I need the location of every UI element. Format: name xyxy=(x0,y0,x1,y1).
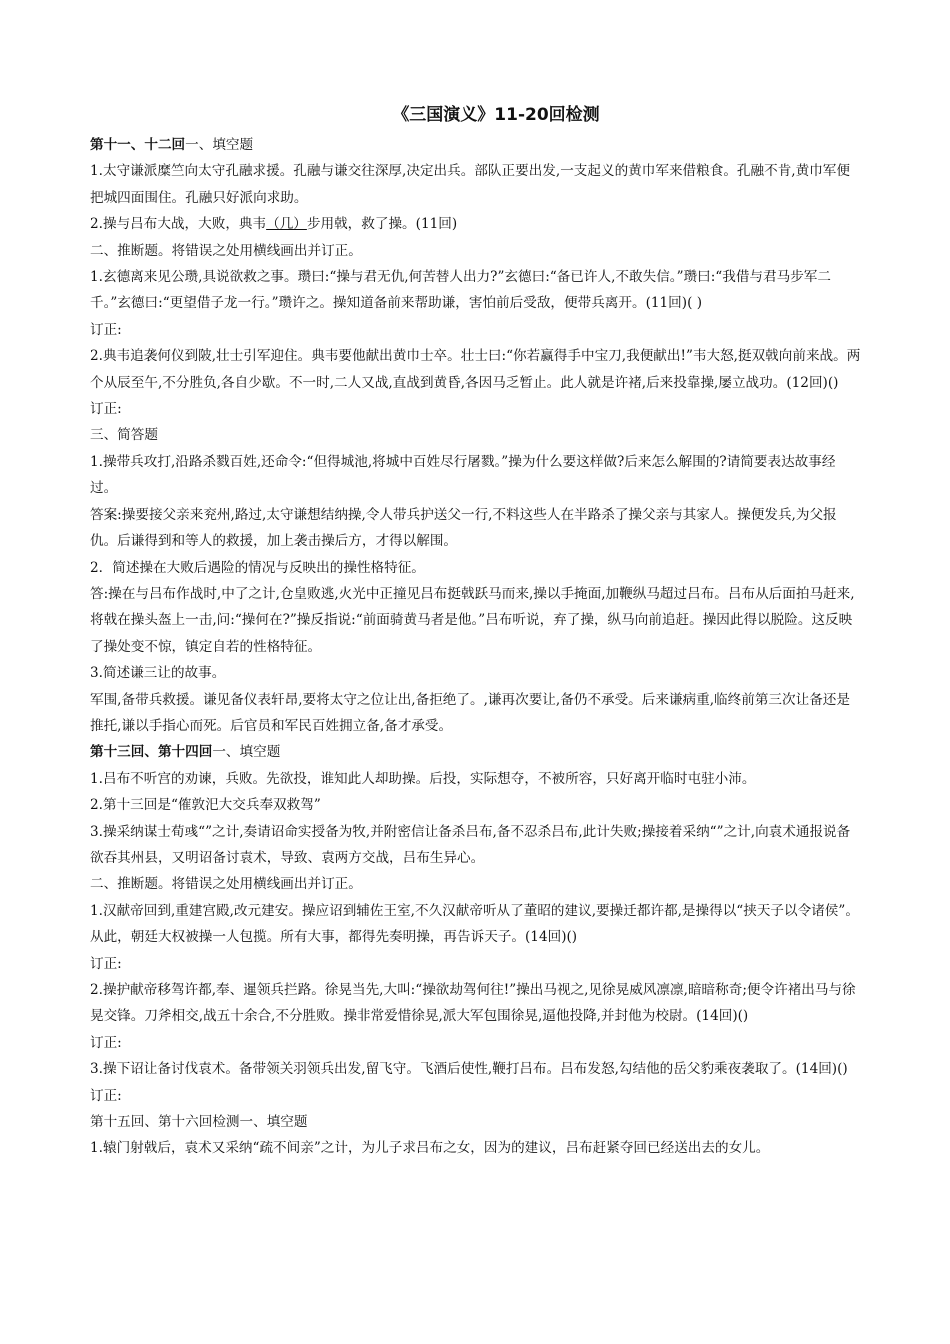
section-heading: 第十五回、第十六回检测一、填空题 xyxy=(90,1114,308,1131)
question-part: 步用戟，救了操。(11回) xyxy=(306,216,458,233)
answer-text: 军围,备带兵救援。谦见备仪表轩昂,要将太守之位让出,备拒绝了。,谦再次要让,备仍不承受。后来谦病重,临终前第三次让备还是推托,谦以手指心而死。后官员和军民百姓拥立备,备才承受。 xyxy=(90,691,850,734)
question-text: 2.第十三回是“傕敦汜大交兵奉双救驾” xyxy=(90,797,321,814)
question-part: 2.操与吕布大战，大败，典韦 xyxy=(90,216,267,233)
question-type-label: 一、填空题 xyxy=(185,137,254,153)
question-text: 2.典韦追袭何仪到陂,壮士引军迎住。典韦要他献出黄巾士卒。壮士曰:“你若赢得手中宝刀,我便献出!”韦大怒,挺双戟向前来战。两个从辰至午,不分胜负,各自少歇。不一时,二人又战,直战到黄昏,各因马乏暂止。此人就是许褚,后来投靠操,屡立战功。(12回)() xyxy=(90,348,861,391)
section-heading xyxy=(90,132,862,158)
question-type-heading: 二、推断题。将错误之处用横线画出并订正。 xyxy=(90,242,362,259)
question-text: 1.太守谦派糜竺向太守孔融求援。孔融与谦交往深厚,决定出兵。部队正要出发,一支起义的黄巾军来借粮食。孔融不肯,黄巾军便把城四面围住。孔融只好派向求助。 xyxy=(90,163,850,206)
question-text: 3.简述谦三让的故事。 xyxy=(90,665,226,682)
correction-label: 订正: xyxy=(90,1034,122,1051)
document-page xyxy=(90,100,862,1162)
question-text: 1.玄德离来见公瓒,具说欲救之事。瓒曰:“操与君无仇,何苦替人出力?”玄德曰:“备已许人,不敢失信。”瓒曰:“我借与君马步军二千。”玄德曰:“更望借子龙一行。”瓒许之。操知道备前来帮助谦，害怕前后受敌，便带兵离开。(11回)( ) xyxy=(90,269,831,312)
question-text: 1.辕门射戟后，袁术又采纳“疏不间亲”之计，为儿子求吕布之女，因为的建议，吕布赶紧夺回已经送出去的女儿。 xyxy=(90,1140,770,1157)
question-type-label: 一、填空题 xyxy=(212,744,281,761)
question-text: 3.操下诏让备讨伐袁术。备带领关羽领兵出发,留飞守。飞酒后使性,鞭打吕布。吕布发怒,勾结他的岳父豹乘夜袭取了。(14回)() xyxy=(90,1061,848,1078)
question-text: 1.吕布不听宫的劝谏，兵败。先欲投，谁知此人却助操。后投，实际想夺，不被所容，只好离开临时屯驻小沛。 xyxy=(90,770,756,787)
document-title: 《三国演义》11-20回检测 xyxy=(392,105,600,125)
answer-text: 答案:操要接父亲来兖州,路过,太守谦想结纳操,令人带兵护送父一行,不料这些人在半路杀了操父亲与其家人。操便发兵,为父报仇。后谦得到和等人的救援，加上袭击操后方，才得以解围。 xyxy=(90,506,837,550)
underlined-blank: （几） xyxy=(266,216,307,233)
correction-label: 订正: xyxy=(90,955,122,972)
question-text: 2．简述操在大败后遇险的情况与反映出的操性格特征。 xyxy=(90,559,425,576)
section-heading xyxy=(90,739,862,765)
chapter-label: 第十三回、第十四回 xyxy=(90,744,213,761)
correction-label: 订正: xyxy=(90,401,122,418)
question-text: 1.操带兵攻打,沿路杀戮百姓,还命令:“但得城池,将城中百姓尽行屠戮。”操为什么要这样做?后来怎么解围的?请简要表达故事经过。 xyxy=(90,453,836,497)
question-text: 2.操护献帝移驾许都,奉、暹领兵拦路。徐晃当先,大叫:“操欲劫驾何往!”操出马视之,见徐晃威风凛凛,暗暗称奇;便令许褚出马与徐晃交锋。刀斧相交,战五十余合,不分胜败。操非常爱惜徐晃,派大军包围徐晃,逼他投降,并封他为校尉。(14回)() xyxy=(90,982,856,1025)
question-type-heading: 二、推断题。将错误之处用横线画出并订正。 xyxy=(90,876,362,893)
correction-label: 订正: xyxy=(90,1087,122,1104)
question-text: 1.汉献帝回到,重建宫殿,改元建安。操应诏到辅佐王室,不久汉献帝听从了董昭的建议,要操迁都许都,是操得以“挟天子以令诸侯”。从此，朝廷大权被操一人包揽。所有大事，都得先奏明操，再告诉天子。(14回)() xyxy=(90,902,859,946)
answer-text: 答:操在与吕布作战时,中了之计,仓皇败逃,火光中正撞见吕布挺戟跃马而来,操以手掩面,加鞭纵马超过吕布。吕布从后面拍马赶来,将戟在操头盔上一击,问:“操何在?”操反指说:“前面骑黄马者是他。”吕布听说，弃了操，纵马向前追赶。操因此得以脱险。这反映了操处变不惊，镇定自若的性格特征。 xyxy=(90,585,855,655)
question-text xyxy=(90,211,862,237)
question-type-heading: 三、简答题 xyxy=(90,427,158,444)
question-text: 3.操采纳谋士荀彧“”之计,奏请诏命实授备为牧,并附密信让备杀吕布,备不忍杀吕布,此计失败;操接着采纳“”之计,向袁术通报说备欲吞其州县，又明诏备讨袁术，导致、袁两方交战，吕布生异心。 xyxy=(90,823,851,866)
chapter-label: 第十一、十二回 xyxy=(90,137,186,153)
correction-label: 订正: xyxy=(90,321,122,338)
